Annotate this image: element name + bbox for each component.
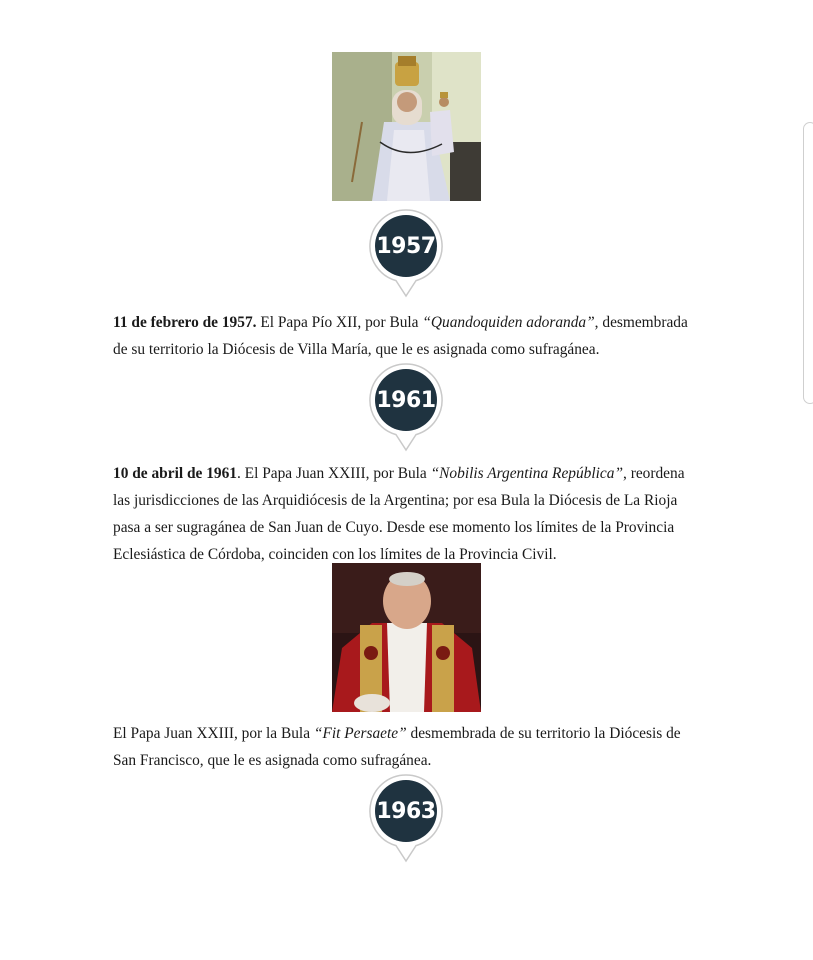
bull-title: “Nobilis Argentina República”	[430, 465, 623, 482]
entry-text: El Papa Pío XII, por Bula	[256, 314, 423, 331]
entry-date: 10 de abril de 1961	[113, 465, 237, 482]
year-marker-1963	[368, 773, 444, 863]
entry-1961-paragraph	[113, 460, 703, 568]
entry-fit-persaete-paragraph	[113, 720, 703, 774]
entry-text: desmembrada de su territorio la Diócesis de San Francisco, que le es asignada como sufragánea.	[113, 725, 681, 769]
year-marker-1961	[368, 362, 444, 452]
year-label: 1957	[376, 233, 436, 259]
year-marker-1957	[368, 208, 444, 298]
scrollbar-track[interactable]	[803, 122, 813, 404]
entry-date: 11 de febrero de 1957.	[113, 314, 257, 331]
entry-text: , desmembrada de su territorio la Diócesis de Villa María, que le es asignada como sufragánea.	[113, 314, 688, 358]
entry-text: . El Papa Juan XXIII, por Bula	[236, 465, 431, 482]
entry-text: El Papa Juan XXIII, por la Bula	[113, 725, 314, 742]
virgin-statue-image	[332, 52, 481, 201]
year-label: 1961	[376, 387, 436, 413]
pope-portrait-image	[332, 563, 481, 712]
bull-title: “Fit Persaete”	[313, 725, 407, 742]
year-label: 1963	[376, 798, 436, 824]
entry-text: , reordena las jurisdicciones de las Arquidiócesis de la Argentina; por esa Bula la Diócesis de La Rioja pasa a ser sugragánea de San Juan de Cuyo. Desde ese momento los límites de la Provincia Eclesiástica de Córdoba, coinciden con los límites de la Provincia Civil.	[113, 465, 685, 563]
bull-title: “Quandoquiden adoranda”	[422, 314, 595, 331]
entry-1957-paragraph	[113, 309, 703, 363]
